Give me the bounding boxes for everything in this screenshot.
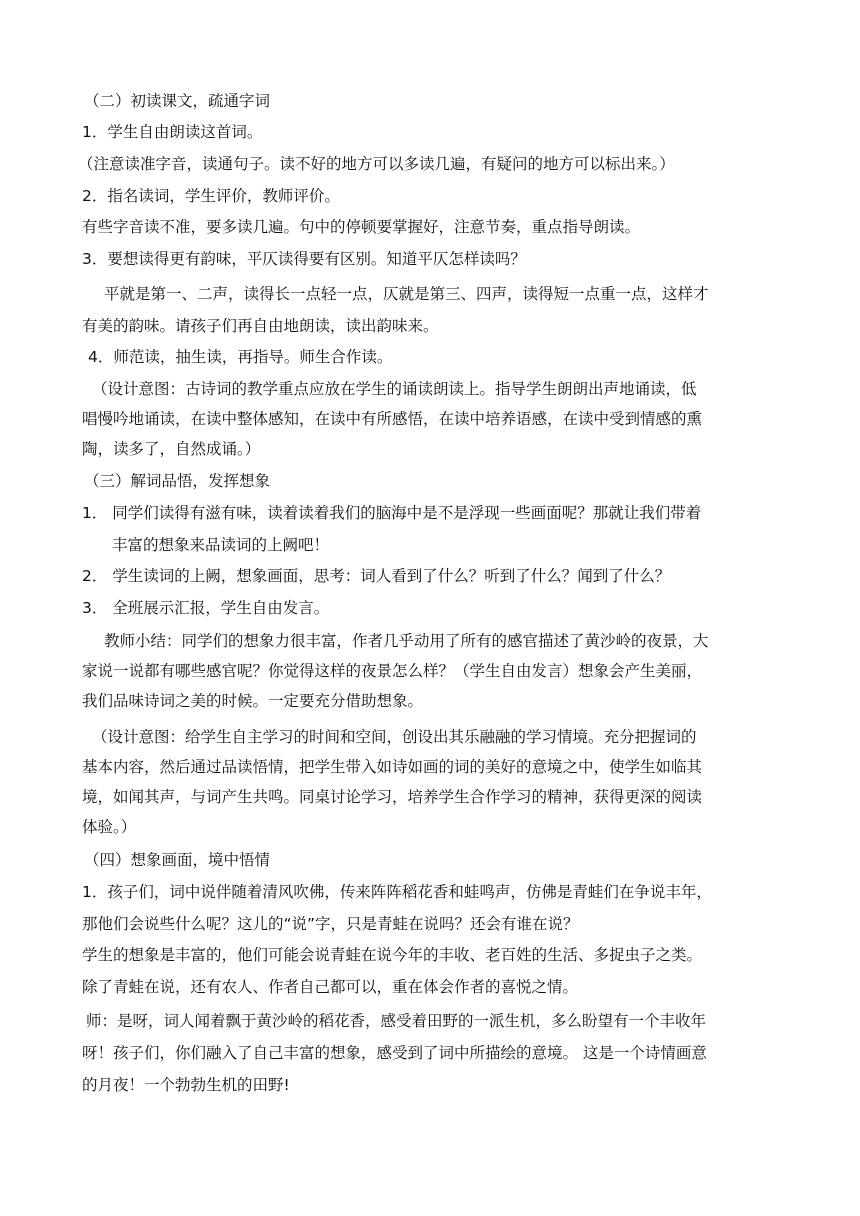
teacher-summary: 我们品味诗词之美的时候。一定要充分借助想象。 — [82, 692, 424, 710]
paragraph: 学生的想象是丰富的，他们可能会说青蛙在说今年的丰收、老百姓的生活、多捉虫子之类。 — [82, 946, 703, 964]
teacher-remark: 的月夜！一个勃勃生机的田野! — [82, 1076, 290, 1094]
design-intent-1: 唱慢吟地诵读，在读中整体感知，在读中有所感悟，在读中培养语感，在读中受到情感的熏 — [82, 410, 703, 428]
step-1-continued: 丰富的想象来品读词的上阙吧！ — [112, 536, 330, 554]
step-2: 2．指名读词，学生评价，教师评价。 — [82, 187, 340, 205]
paragraph: 平就是第一、二声，读得长一点轻一点，仄就是第三、四声，读得短一点重一点，这样才 — [104, 285, 709, 303]
teacher-summary: 家说一说都有哪些感官呢？你觉得这样的夜景怎么样？（学生自由发言）想象会产生美丽， — [82, 662, 703, 680]
section-heading-4: （四）想象画面，境中悟情 — [84, 851, 271, 869]
design-intent-1: 陶，读多了，自然成诵。） — [82, 440, 261, 458]
step-1: 1． 同学们读得有滋有味，读着读着我们的脑海中是不是浮现一些画面呢？那就让我们带着 — [82, 504, 702, 522]
design-intent-2: 体验。） — [82, 818, 137, 836]
step-1-continued: 那他们会说些什么呢？这儿的“说”字，只是青蛙在说吗？还会有谁在说？ — [82, 915, 579, 933]
design-intent-2: 境，如闻其声，与词产生共鸣。同桌讨论学习，培养学生合作学习的精神，获得更深的阅读 — [82, 788, 703, 806]
paragraph: 除了青蛙在说，还有农人、作者自己都可以，重在体会作者的喜悦之情。 — [82, 978, 579, 996]
design-intent-2: 基本内容，然后通过品读悟情，把学生带入如诗如画的词的美好的意境之中，使学生如临其 — [82, 758, 703, 776]
paragraph: 有些字音读不准，要多读几遍。句中的停顿要掌握好，注意节奏，重点指导朗读。 — [82, 218, 641, 236]
step-1: 1．学生自由朗读这首词。 — [82, 123, 263, 141]
teacher-summary: 教师小结：同学们的想象力很丰富，作者几乎动用了所有的感官描述了黄沙岭的夜景，大 — [104, 632, 709, 650]
step-3: 3．要想读得更有韵味，平仄读得要有区别。知道平仄怎样读吗？ — [82, 250, 526, 268]
note-1: （注意读准字音，读通句子。读不好的地方可以多读几遍，有疑问的地方可以标出来。） — [78, 155, 675, 173]
step-1: 1．孩子们，词中说伴随着清风吹佛，传来阵阵稻花香和蛙鸣声，仿佛是青蛙们在争说丰年， — [82, 883, 712, 901]
design-intent-2: （设计意图：给学生自主学习的时间和空间，创设出其乐融融的学习情境。充分把握词的 — [92, 728, 697, 746]
step-4: 4．师范读，抽生读，再指导。师生合作读。 — [88, 348, 393, 366]
step-3: 3． 全班展示汇报，学生自由发言。 — [82, 599, 330, 617]
teacher-remark: 师：是呀，词人闻着飘于黄沙岭的稻花香，感受着田野的一派生机，多么盼望有一个丰收年 — [86, 1012, 707, 1030]
paragraph: 有美的韵味。请孩子们再自由地朗读，读出韵味来。 — [82, 317, 439, 335]
step-2: 2． 学生读词的上阙，想象画面，思考：词人看到了什么？听到了什么？闻到了什么？ — [82, 567, 671, 585]
section-heading-3: （三）解词品悟，发挥想象 — [84, 472, 271, 490]
section-heading-2: （二）初读课文，疏通字词 — [84, 92, 271, 110]
design-intent-1: （设计意图：古诗词的教学重点应放在学生的诵读朗读上。指导学生朗朗出声地诵读，低 — [92, 380, 697, 398]
teacher-remark: 呀！孩子们，你们融入了自己丰富的想象，感受到了词中所描绘的意境。 这是一个诗情画意 — [82, 1044, 707, 1062]
